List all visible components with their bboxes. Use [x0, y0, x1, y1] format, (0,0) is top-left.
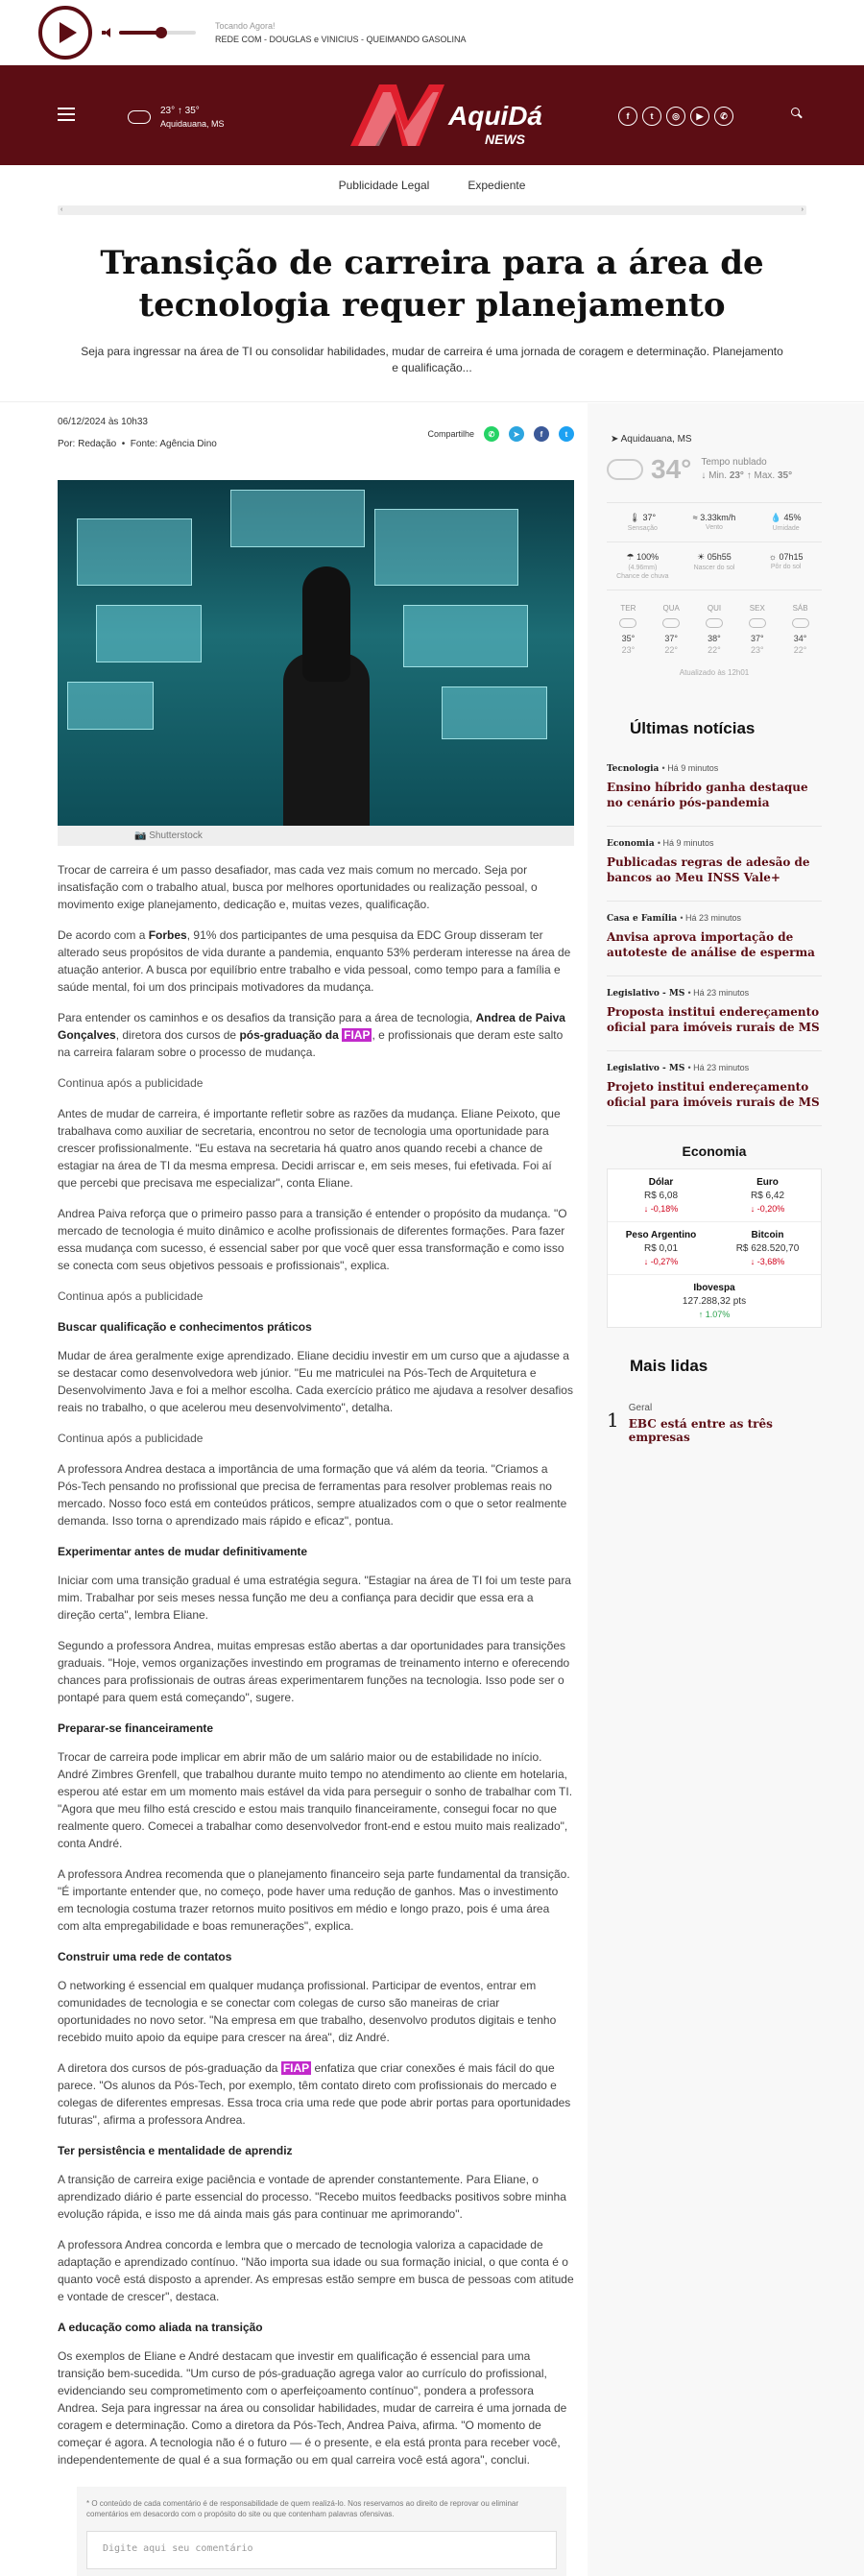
- nav-scrollbar[interactable]: [58, 205, 806, 215]
- share-bar: [427, 426, 574, 442]
- forbes-link[interactable]: Forbes: [148, 928, 187, 942]
- economy-table: [607, 1168, 822, 1328]
- thermometer-icon: 🌡: [629, 513, 640, 522]
- weather-forecast: [607, 604, 822, 655]
- forecast-day: SÁB 34° 22°: [792, 604, 808, 655]
- youtube-icon[interactable]: ▶: [690, 107, 709, 126]
- whatsapp-icon[interactable]: ✆: [714, 107, 733, 126]
- ad-notice: Continua após a publicidade: [58, 1289, 204, 1303]
- currency-euro: Euro R$ 6,42 ↓ -0,20%: [714, 1169, 821, 1222]
- volume-slider[interactable]: [119, 31, 196, 35]
- section-heading: Buscar qualificação e conhecimentos práticos: [58, 1320, 312, 1334]
- weather-city: ➤ Aquidauana, MS: [611, 434, 692, 445]
- source-name: Agência Dino: [159, 439, 217, 449]
- header-weather-temps: 23° ↑ 35°: [160, 106, 200, 116]
- article-body: [58, 861, 574, 2468]
- twitter-icon[interactable]: t: [642, 107, 661, 126]
- sidebar: [607, 413, 822, 1444]
- article-hero-image: [58, 480, 574, 826]
- cloud-icon: [792, 618, 809, 628]
- forecast-day: QUI 38° 22°: [707, 604, 722, 655]
- drop-icon: 💧: [770, 513, 781, 522]
- weather-desc-block: [701, 456, 792, 483]
- volume-knob[interactable]: [156, 27, 167, 38]
- share-label: Compartilhe: [427, 429, 474, 439]
- camera-icon: 📷: [134, 831, 147, 841]
- cloud-icon: [619, 618, 636, 628]
- paragraph: Andrea Paiva reforça que o primeiro passo para a transição é entender o propósito da mudança. "O mercado de tecnologia é muito dinâmico e acolhe profissionais de diferentes formações. Para fazer essa mudança com sucesso, é essencial saber por que você quer essa transformação e como isso se conecta com seus objetivos pessoais e profissionais", explica.: [58, 1207, 567, 1272]
- currency-peso: Peso Argentino R$ 0,01 ↓ -0,27%: [608, 1222, 714, 1275]
- share-whatsapp-icon[interactable]: ✆: [484, 426, 499, 442]
- index-ibovespa: Ibovespa 127.288,32 pts ↑ 1.07%: [682, 1283, 747, 1319]
- volume-control[interactable]: [102, 28, 196, 37]
- fiap-link[interactable]: FIAP: [344, 1028, 371, 1042]
- forecast-day: TER 35° 23°: [620, 604, 636, 655]
- play-icon: [60, 22, 77, 43]
- search-icon[interactable]: [791, 108, 804, 121]
- sunset-icon: ☼: [768, 552, 777, 562]
- nav-item-expediente[interactable]: Expediente: [468, 179, 526, 192]
- radio-player: [0, 0, 864, 65]
- forecast-day: QUA 37° 22°: [662, 604, 680, 655]
- most-read-item[interactable]: [607, 1403, 822, 1444]
- article-byline: Por: Redação • Fonte: Agência Dino: [58, 439, 217, 449]
- paragraph: Segundo a professora Andrea, muitas empresas estão abertas a dar oportunidades para transições graduais. "Hoje, vemos organizações investindo em programas de treinamento interno e oferecendo chances para profissionais de outras áreas experimentarem funções na tecnologia. Isso pode ser o pontapé para quem está começando", sugere.: [58, 1639, 570, 1704]
- share-telegram-icon[interactable]: ➤: [509, 426, 524, 442]
- weather-desc: Tempo nublado: [701, 457, 767, 468]
- paragraph: Os exemplos de Eliane e André destacam que investir em qualificação é essencial para uma transição bem-sucedida. "Um curso de pós-graduação agrega valor ao currículo do profissional, evidenciando seu comprometimento com o aperfeiçoamento contínuo", pondera a professora Andrea. Seja para ingressar na área ou consolidar habilidades, mudar de carreira é uma jornada de coragem e determinação. Como a diretora da Pós-Tech, Andrea Paiva, afirma. "O momento de começar é agora. A tecnologia não é o futuro — é o presente, e ela está pronta para receber você, independentemente de qual é a sua formação ou em qual carreira você está agora", conclui.: [58, 2349, 567, 2467]
- logo-text: AquiDá: [448, 101, 542, 131]
- source-label: Fonte:: [130, 439, 158, 449]
- paragraph: A transição de carreira exige paciência e vontade de aprender constantemente. Para Eliane, o aprendizado diário é parte essencial do processo. "Recebo muitos feedbacks positivos sobre minha evolução rápida, e isso me dá ainda mais gás para continuar me aprimorando".: [58, 2173, 566, 2221]
- section-heading: Preparar-se financeiramente: [58, 1721, 214, 1735]
- paragraph: Trocar de carreira é um passo desafiador, mas cada vez mais comum no mercado. Seja por insatisfação com o trabalho atual, busca por melhores oportunidades ou realização pessoal, o movimento exige planejamento, dedicação e, muitas vezes, qualificação.: [58, 863, 538, 911]
- weather-sunrise: ☀ 05h55 Nascer do sol: [679, 542, 751, 590]
- news-item[interactable]: Legislativo - MS • Há 23 minutos Proposta institui endereçamento oficial para imóveis rurais de MS: [607, 976, 822, 1051]
- wind-icon: ≈: [692, 513, 698, 522]
- cloud-icon: [607, 459, 643, 480]
- currency-bitcoin: Bitcoin R$ 628.520,70 ↓ -3,68%: [714, 1222, 821, 1275]
- share-twitter-icon[interactable]: t: [559, 426, 574, 442]
- secondary-nav: [0, 165, 864, 205]
- speaker-icon: [102, 28, 113, 37]
- scroll-left-icon[interactable]: ‹: [60, 206, 63, 213]
- article-title: Transição de carreira para a área de tecnologia requer planejamento: [100, 244, 764, 325]
- logo-mark: [341, 75, 542, 156]
- location-icon: ➤: [611, 434, 619, 445]
- paragraph: A diretora dos cursos de pós-graduação da FIAP enfatiza que criar conexões é mais fácil do que parece. "Os alunos da Pós-Tech, por exemplo, têm contato direto com profissionais do mercado e colegas de diferentes empresas. Essa troca cria uma rede que pode abrir portas para oportunidades futuras", afirma a professora Andrea.: [58, 2061, 571, 2127]
- header-weather-city: Aquidauana, MS: [160, 119, 225, 129]
- weather-rain: ☂ 100% (4.96mm) Chance de chuva: [607, 542, 679, 590]
- article-date: 06/12/2024 às 10h33: [58, 417, 148, 427]
- fiap-link[interactable]: FIAP: [282, 2061, 310, 2075]
- paragraph: De acordo com a Forbes, 91% dos participantes de uma pesquisa da EDC Group disseram ter alterado seus propósitos de vida durante a pandemia, enquanto 53% perderam interesse na área de atuação anterior. A busca por equilíbrio entre trabalho e vida pessoal, como tempo para a família e saúde mental, foi um dos principais motivadores da mudança.: [58, 928, 571, 994]
- paragraph: A professora Andrea recomenda que o planejamento financeiro seja parte fundamental da transição. "É importante entender que, no começo, pode haver uma redução de ganhos. Mas o investimento em tecnologia costuma trazer retornos muito positivos em médio e longo prazo, pois é uma área com alta empregabilidade e boas remunerações", explica.: [58, 1867, 570, 1933]
- cloud-icon: [749, 618, 766, 628]
- most-read-widget: [607, 1357, 822, 1444]
- share-facebook-icon[interactable]: f: [534, 426, 549, 442]
- comment-section: [77, 2487, 566, 2576]
- sunrise-icon: ☀: [697, 552, 706, 562]
- photo-credit: Shutterstock: [149, 831, 203, 841]
- ad-notice: Continua após a publicidade: [58, 1432, 204, 1445]
- paragraph: A professora Andrea destaca a importância de uma formação que vá além da teoria. "Criamos a Pós-Tech pensando no profissional que precisa de ferramentas para resolver problemas reais no mercado. Nosso foco está em conteúdos práticos, sempre atualizados com o que o setor realmente demanda. Isso torna o aprendizado mais rápido e eficaz", pontua.: [58, 1462, 567, 1528]
- logo-subtext: NEWS: [485, 132, 525, 147]
- scroll-right-icon[interactable]: ›: [801, 206, 804, 213]
- news-item[interactable]: Economia • Há 9 minutos Publicadas regras de adesão de bancos ao Meu INSS Vale+: [607, 827, 822, 902]
- cloud-icon: [128, 110, 151, 124]
- ad-notice: Continua após a publicidade: [58, 1076, 204, 1090]
- economy-title: Economia: [682, 1144, 747, 1159]
- weather-wind: ≈ 3.33km/h Vento: [679, 503, 751, 542]
- now-playing: [215, 21, 467, 44]
- menu-icon[interactable]: [58, 108, 75, 125]
- most-read-title: Mais lidas: [630, 1357, 708, 1375]
- section-heading: Experimentar antes de mudar definitivamente: [58, 1545, 308, 1558]
- site-header: [0, 65, 864, 165]
- paragraph: Trocar de carreira pode implicar em abrir mão de um salário maior ou de estabilidade no início. André Zimbres Grenfell, que trabalhou durante muito tempo no atendimento ao cliente em hotelaria, esperou até estar em um momento mais estável da vida para perseguir o sonho de trabalhar com TI. "Agora que meu filho está crescido e estou mais tranquilo financeiramente, consegui focar no que realmente quero. Comecei a trabalhar como desenvolvedor front-end e estou muito mais realizado", conta André.: [58, 1750, 573, 1850]
- facebook-icon[interactable]: f: [618, 107, 637, 126]
- now-playing-label: Tocando Agora!: [215, 20, 276, 31]
- section-heading: A educação como aliada na transição: [58, 2321, 263, 2334]
- section-heading: Construir uma rede de contatos: [58, 1950, 232, 1963]
- most-read-cat: Geral: [628, 1403, 653, 1413]
- news-item[interactable]: Tecnologia • Há 9 minutos Ensino híbrido ganha destaque no cenário pós-pandemia: [607, 752, 822, 827]
- umbrella-icon: ☂: [626, 552, 635, 562]
- paragraph: Mudar de área geralmente exige aprendizado. Eliane decidiu investir em um curso que a ajudasse a se destacar como desenvolvedora web júnior. "Eu me matriculei na Pós-Tech de Arquitetura e Desenvolvimento Java e foi a melhor escolha. Cada exercício prático me ajudava a resolver desafios reais no trabalho, o que acelerou meu desenvolvimento", detalha.: [58, 1349, 573, 1414]
- comment-input[interactable]: Digite aqui seu comentário: [86, 2531, 557, 2569]
- paragraph: A professora Andrea concorda e lembra que o mercado de tecnologia valoriza a capacidade de adaptação e aprendizado contínuo. "Não importa sua idade ou sua formação inicial, o que conta é o quanto você está disposto a aprender. As empresas estão sempre em busca de pessoas com atitude e vontade de crescer", destaca.: [58, 2238, 574, 2303]
- article-header: [0, 215, 864, 376]
- news-item[interactable]: Legislativo - MS • Há 23 minutos Projeto institui endereçamento oficial para imóveis rurais de MS: [607, 1051, 822, 1126]
- weather-sunset: ☼ 07h15 Pôr do sol: [750, 542, 822, 590]
- most-read-title-text: EBC está entre as três empresas: [628, 1417, 773, 1444]
- paragraph: Antes de mudar de carreira, é importante refletir sobre as razões da mudança. Eliane Peixoto, que trabalhava como auxiliar de secretaria, encontrou no setor de tecnologia uma oportunidade para crescer profissionalmente. "Eu estava na secretaria há quatro anos quando recebi a chance de estagiar na área de TI da mesma empresa. Decidi arriscar e, em seis meses, fui efetivada. Foi aí que percebi que precisava me especializar", conta Eliane.: [58, 1107, 561, 1190]
- photo-caption: [58, 826, 574, 846]
- latest-news-title: Últimas notícias: [630, 719, 756, 737]
- article-lead: Seja para ingressar na área de TI ou consolidar habilidades, mudar de carreira é uma jornada de coragem e determinação. Planejamento e qualificação...: [81, 345, 783, 374]
- most-read-rank: 1: [607, 1408, 619, 1432]
- header-weather[interactable]: [128, 106, 225, 129]
- now-playing-song: REDE COM - DOUGLAS e VINICIUS - QUEIMANDO GASOLINA: [215, 34, 467, 44]
- social-links: [618, 107, 733, 126]
- weather-current: [607, 454, 822, 485]
- weather-updated: Atualizado às 12h01: [679, 668, 750, 677]
- paragraph: O networking é essencial em qualquer mudança profissional. Participar de eventos, entrar em comunidades de tecnologia e se conectar com colegas de curso são maneiras de criar oportunidades no novo setor. "Na empresa em que trabalho, desenvolvo produtos digitais e tenho recebido muito apoio da equipe para crescer na área", diz André.: [58, 1979, 557, 2044]
- weather-temp: 34°: [651, 454, 692, 484]
- nav-item-publicidade-legal[interactable]: Publicidade Legal: [338, 179, 430, 192]
- byline-author: Redação: [78, 439, 117, 449]
- forecast-day: SEX 37° 23°: [749, 604, 765, 655]
- news-item[interactable]: Casa e Família • Há 23 minutos Anvisa aprova importação de autoteste de análise de esperma: [607, 902, 822, 976]
- divider: [0, 401, 864, 402]
- section-heading: Ter persistência e mentalidade de aprendiz: [58, 2144, 293, 2157]
- article-main: [58, 413, 574, 2482]
- economy-widget: [607, 1144, 822, 1328]
- weather-details: [607, 502, 822, 590]
- weather-minmax: ↓ Min. 23° ↑ Max. 35°: [701, 470, 793, 481]
- instagram-icon[interactable]: ◎: [666, 107, 685, 126]
- weather-humidity: 💧 45% Umidade: [750, 503, 822, 542]
- byline-label: Por:: [58, 439, 76, 449]
- weather-feels: 🌡 37° Sensação: [607, 503, 679, 542]
- play-button[interactable]: [38, 6, 92, 60]
- latest-news-list: [607, 752, 822, 1126]
- comment-disclaimer: * O conteúdo de cada comentário é de responsabilidade de quem realizá-lo. Nos reservamos ao direito de reprovar ou eliminar comentários em desacordo com o propósito do site ou que contenham palavras ofensivas.: [86, 2499, 519, 2518]
- paragraph: Para entender os caminhos e os desafios da transição para a área de tecnologia, Andrea de Paiva Gonçalves, diretora dos cursos de pós-graduação da FIAP , e profissionais que deram este salto na carreira falaram sobre o processo de mudança.: [58, 1011, 565, 1059]
- cloud-icon: [662, 618, 680, 628]
- paragraph: Iniciar com uma transição gradual é uma estratégia segura. "Estagiar na área de TI foi um teste para mim. Trabalhar por seis meses nessa função me deu a confiança para decidir que essa era a direção certa", lembra Eliane.: [58, 1574, 571, 1622]
- site-logo[interactable]: [341, 75, 542, 156]
- cloud-icon: [706, 618, 723, 628]
- currency-dolar: Dólar R$ 6,08 ↓ -0,18%: [608, 1169, 714, 1222]
